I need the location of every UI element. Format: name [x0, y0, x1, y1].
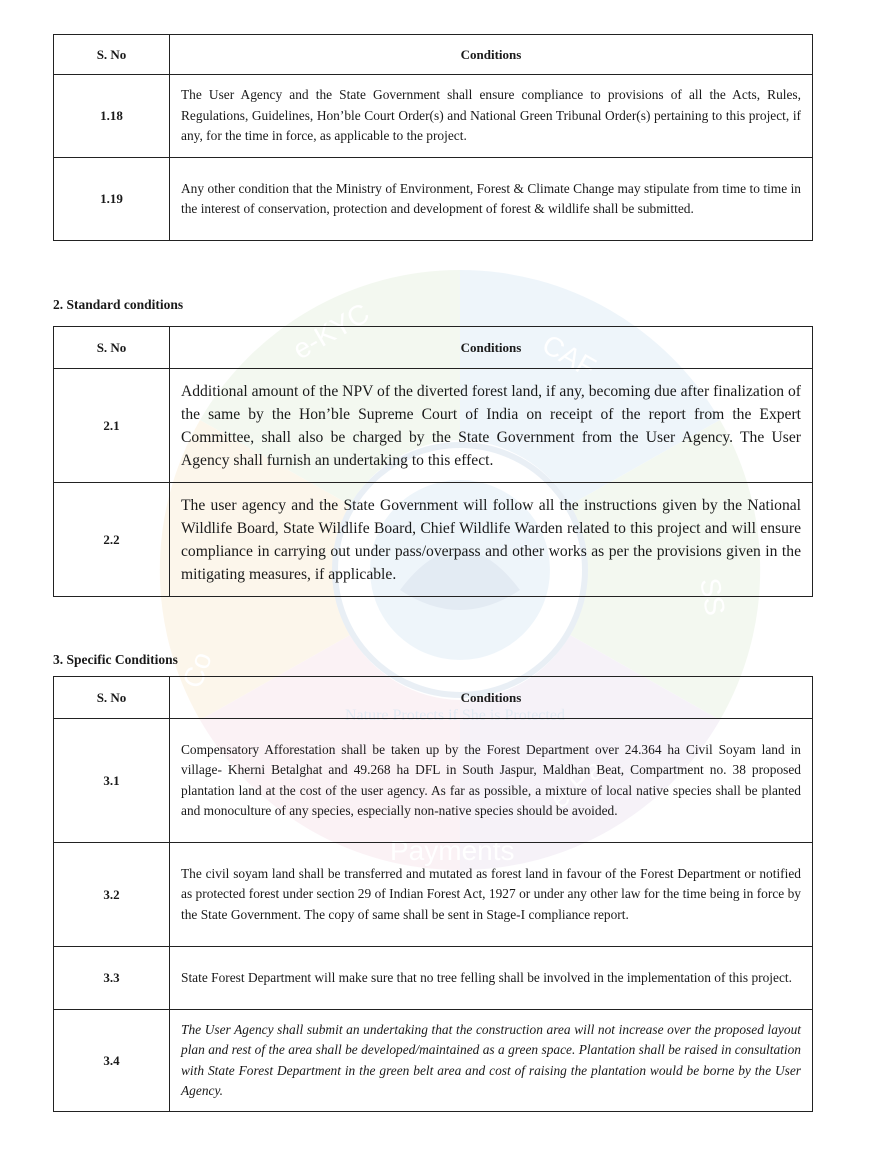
row-number: 1.18 [54, 75, 170, 158]
condition-text: Any other condition that the Ministry of Environment, Forest & Climate Change may stipulate from time to time in the interest of conservation, protection and development of forest & wildlife shall be submitted. [170, 158, 813, 241]
section2-heading: 2. Standard conditions [53, 297, 184, 312]
watermark-label-5: Payments [390, 835, 515, 866]
row-number: 1.19 [54, 158, 170, 241]
watermark-ring-text: Nature Protects if She is Protected [345, 707, 565, 724]
section1-table [53, 34, 813, 241]
table-row [54, 158, 813, 241]
sno-header: S. No [54, 327, 170, 369]
sno-header: S. No [54, 35, 170, 75]
table-row [54, 75, 813, 158]
table-row [54, 843, 813, 947]
conditions-header: Conditions [170, 327, 813, 369]
sno-header: S. No [54, 677, 170, 719]
condition-text: The User Agency shall submit an undertaking that the construction area will not increase over the proposed layout plan and rest of the area shall be developed/maintained as a green space. Plantation shall be raised in consultation with State Forest Department in the green belt area and cost of raising the plantation would be borne by the User Agency. [170, 1010, 813, 1112]
row-number: 2.1 [54, 369, 170, 483]
condition-text: Additional amount of the NPV of the diverted forest land, if any, becoming due after finalization of the same by the Hon’ble Supreme Court of India on receipt of the report from the Expert Committee, shall also be charged by the State Government from the User Agency. The User Agency shall furnish an undertaking to this effect. [170, 369, 813, 483]
conditions-header: Conditions [170, 35, 813, 75]
table-header-row [54, 35, 813, 75]
condition-text: The user agency and the State Government will follow all the instructions given by the National Wildlife Board, State Wildlife Board, Chief Wildlife Warden related to this project and will ensure compliance in carrying out under pass/overpass and other works as per the provisions given in the mitigating measures, if applicable. [170, 483, 813, 597]
section2-table [53, 326, 813, 597]
table-row [54, 369, 813, 483]
table-row [54, 1010, 813, 1112]
watermark-label-3: SS [694, 575, 732, 618]
condition-text: State Forest Department will make sure that no tree felling shall be involved in the implementation of this project. [170, 947, 813, 1010]
section3-table [53, 676, 813, 1112]
row-number: 3.3 [54, 947, 170, 1010]
condition-text: The civil soyam land shall be transferred and mutated as forest land in favour of the Forest Department or notified as protected forest under section 29 of Indian Forest Act, 1927 or under any other law for the time being in force by the State Government. The copy of same shall be sent in Stage-I compliance report. [170, 843, 813, 947]
row-number: 2.2 [54, 483, 170, 597]
row-number: 3.1 [54, 719, 170, 843]
condition-text: The User Agency and the State Government shall ensure compliance to provisions of all the Acts, Rules, Regulations, Guidelines, Hon’ble Court Order(s) and National Green Tribunal Order(s) pertaining to this project, if any, for the time in force, as applicable to the project. [170, 75, 813, 158]
row-number: 3.4 [54, 1010, 170, 1112]
table-header-row [54, 327, 813, 369]
conditions-header: Conditions [170, 677, 813, 719]
table-row [54, 483, 813, 597]
watermark-label-2: CAF [537, 328, 601, 384]
section3-heading: 3. Specific Conditions [53, 652, 178, 667]
table-row [54, 719, 813, 843]
watermark-label-6: Co [176, 647, 218, 693]
row-number: 3.2 [54, 843, 170, 947]
table-header-row [54, 677, 813, 719]
condition-text: Compensatory Afforestation shall be taken up by the Forest Department over 24.364 ha Civil Soyam land in village- Kherni Betalghat and 49.268 ha DFL in South Jaspur, Maldhan Beat, Compartment no. 38 proposed plantation land at the cost of the user agency. As far as possible, a mixture of local native species shall be planted and monoculture of any species, especially non-native species should be avoided. [170, 719, 813, 843]
watermark-label-4: e-Pa [543, 752, 610, 815]
watermark-label-1: e-KYC [287, 297, 375, 366]
table-row [54, 947, 813, 1010]
